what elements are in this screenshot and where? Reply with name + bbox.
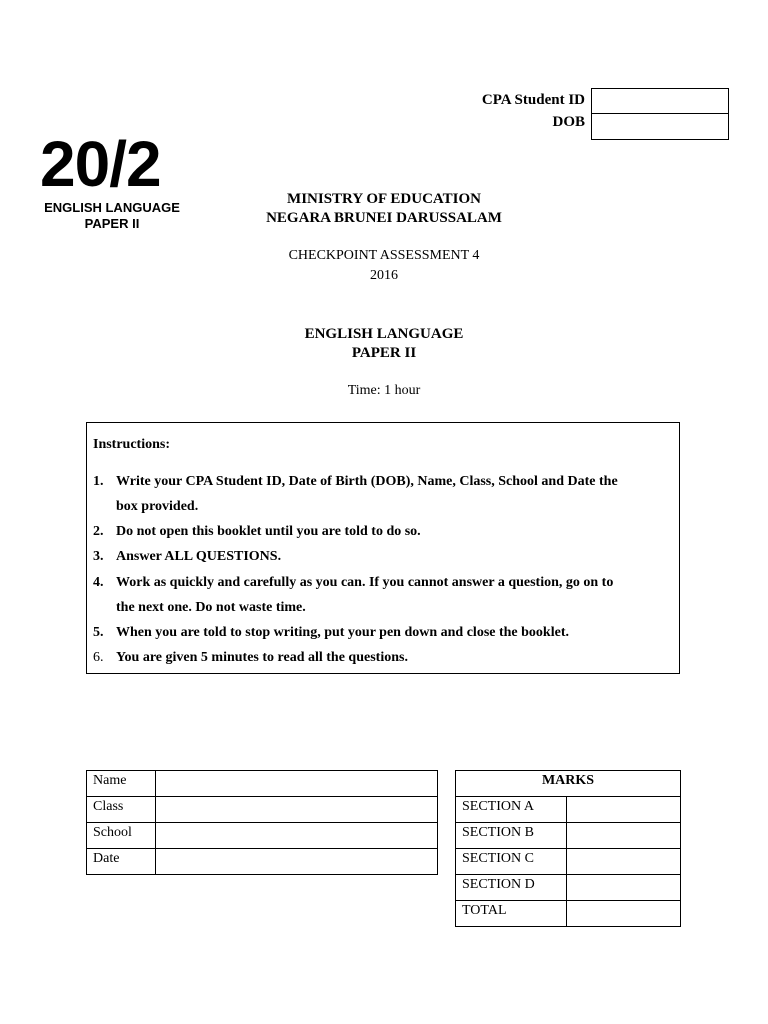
paper-subject-line2: PAPER II	[84, 216, 140, 231]
instruction-number: 3.	[93, 549, 104, 564]
student-id-label: CPA Student ID	[481, 92, 585, 108]
student-id-field[interactable]	[591, 88, 729, 115]
table-row	[456, 771, 681, 797]
instruction-number: 6.	[93, 650, 104, 665]
instruction-text: When you are told to stop writing, put your pen down and close the booklet.	[116, 625, 569, 640]
subject-title-line2: PAPER II	[351, 345, 417, 361]
school-field[interactable]	[156, 823, 438, 849]
name-label: Name	[87, 771, 156, 797]
instruction-number: 4.	[93, 575, 104, 590]
section-d-mark-field[interactable]	[567, 875, 681, 901]
instruction-number: 2.	[93, 524, 104, 539]
instruction-text: You are given 5 minutes to read all the questions.	[116, 650, 408, 665]
marks-table	[455, 770, 681, 927]
class-label: Class	[87, 797, 156, 823]
section-c-mark-field[interactable]	[567, 849, 681, 875]
instruction-text: box provided.	[116, 499, 199, 514]
table-row	[87, 823, 438, 849]
ministry-line1: MINISTRY OF EDUCATION	[287, 191, 481, 207]
dob-field[interactable]	[591, 113, 729, 140]
marks-heading: MARKS	[456, 771, 681, 797]
section-a-mark-field[interactable]	[567, 797, 681, 823]
assessment-title: CHECKPOINT ASSESSMENT 4	[288, 248, 480, 263]
total-mark-field[interactable]	[567, 901, 681, 927]
instruction-number: 1.	[93, 474, 104, 489]
section-b-label: SECTION B	[456, 823, 567, 849]
paper-code: 20/2	[40, 128, 161, 200]
table-row	[87, 771, 438, 797]
date-label: Date	[87, 849, 156, 875]
student-details-table	[86, 770, 438, 875]
section-a-label: SECTION A	[456, 797, 567, 823]
instruction-text: Do not open this booklet until you are told to do so.	[116, 524, 421, 539]
table-row	[456, 823, 681, 849]
table-row	[87, 797, 438, 823]
name-field[interactable]	[156, 771, 438, 797]
instruction-text: Answer ALL QUESTIONS.	[116, 549, 282, 564]
table-row	[456, 875, 681, 901]
instruction-text: Work as quickly and carefully as you can. If you cannot answer a question, go on to	[116, 575, 614, 590]
subject-title-line1: ENGLISH LANGUAGE	[304, 326, 464, 342]
section-c-label: SECTION C	[456, 849, 567, 875]
dob-label: DOB	[552, 114, 585, 130]
instruction-text: the next one. Do not waste time.	[116, 600, 306, 615]
paper-subject-line1: ENGLISH LANGUAGE	[44, 200, 180, 215]
date-field[interactable]	[156, 849, 438, 875]
section-d-label: SECTION D	[456, 875, 567, 901]
total-label: TOTAL	[456, 901, 567, 927]
ministry-line2: NEGARA BRUNEI DARUSSALAM	[266, 210, 502, 226]
assessment-year: 2016	[370, 268, 398, 283]
instruction-number: 5.	[93, 625, 104, 640]
table-row	[456, 901, 681, 927]
time-allowed: Time: 1 hour	[347, 383, 421, 398]
section-b-mark-field[interactable]	[567, 823, 681, 849]
school-label: School	[87, 823, 156, 849]
instructions-heading: Instructions:	[93, 437, 171, 452]
table-row	[456, 797, 681, 823]
table-row	[87, 849, 438, 875]
table-row	[456, 849, 681, 875]
instruction-text: Write your CPA Student ID, Date of Birth (DOB), Name, Class, School and Date the	[116, 474, 618, 489]
class-field[interactable]	[156, 797, 438, 823]
